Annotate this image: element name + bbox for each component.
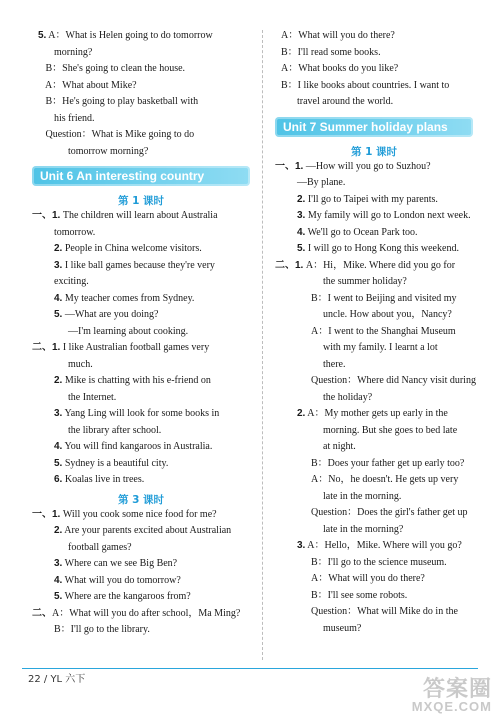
answer-line: [32, 408, 250, 425]
answer-line: [32, 624, 250, 641]
answer-line: [275, 326, 473, 343]
answer-line: [32, 558, 250, 575]
left-column: [32, 30, 250, 641]
section-marker: 一、: [32, 210, 52, 221]
answer-line: [275, 30, 473, 47]
unit-title-band: Unit 7 Summer holiday plans: [275, 117, 473, 137]
lesson-heading: 第 1 课时: [350, 145, 398, 158]
answer-line: [32, 392, 250, 409]
answer-line: [275, 623, 473, 640]
answer-text: A：What will you do after school，Ma Ming?: [52, 607, 241, 619]
answer-line: [32, 342, 250, 359]
answer-text: B：She's going to clean the house.: [38, 63, 186, 74]
answer-line: [32, 30, 250, 47]
answer-text: A：No，he doesn't. He gets up very: [311, 474, 459, 485]
answer-text: museum?: [323, 622, 362, 634]
answer-text: morning. But she goes to bed late: [323, 424, 458, 436]
answer-text: there.: [323, 358, 346, 370]
answer-text: B：I like books about countries. I want to: [281, 79, 450, 91]
answer-line: [275, 590, 473, 607]
answer-text: A：Hello，Mike. Where will you go?: [305, 540, 462, 551]
answer-line: [32, 608, 250, 625]
answer-line: [275, 524, 473, 541]
section-marker: 二、: [32, 342, 52, 353]
answer-line: [32, 113, 250, 130]
item-number: 2.: [54, 243, 63, 254]
answer-text: You will find kangaroos in Australia.: [62, 441, 213, 452]
answer-text: We'll go to Ocean Park too.: [305, 226, 418, 238]
answer-line: [32, 309, 250, 326]
answer-text: tomorrow.: [54, 226, 96, 238]
answer-text: A：What books do you like?: [281, 63, 399, 74]
answer-text: Yang Ling will look for some books in: [62, 408, 220, 419]
item-number: 4.: [54, 574, 63, 586]
answer-line: [32, 47, 250, 64]
item-number: 5.: [38, 30, 47, 41]
item-number: 2.: [54, 375, 63, 386]
answer-text: A：What about Mike?: [38, 79, 137, 91]
answer-line: [275, 342, 473, 359]
answer-text: Where are the kangaroos from?: [62, 591, 191, 602]
answer-text: Sydney is a beautiful city.: [62, 457, 169, 469]
answer-text: the Internet.: [68, 391, 117, 403]
answer-text: exciting.: [54, 276, 89, 287]
answer-line: [275, 359, 473, 376]
answer-text: A：What will you do there?: [311, 573, 425, 584]
item-number: 5.: [54, 457, 63, 469]
answer-text: Question：What will Mike do in the: [311, 606, 458, 617]
right-column: [275, 30, 476, 639]
answer-text: the holiday?: [323, 391, 373, 403]
answer-text: B：I'll go to the library.: [54, 624, 150, 635]
answer-line: [275, 161, 473, 178]
answer-text: the summer holiday?: [323, 276, 407, 287]
answer-line: [275, 392, 473, 409]
answer-text: with my family. I learnt a lot: [323, 342, 438, 353]
item-number: 2.: [54, 525, 63, 536]
page-footer: 22 / YL 六下: [28, 674, 86, 685]
answer-text: Are your parents excited about Australian: [62, 525, 232, 536]
answer-line: [32, 96, 250, 113]
answer-line: [32, 458, 250, 475]
answer-text: Will you cook some nice food for me?: [60, 508, 217, 520]
answer-line: [32, 80, 250, 97]
answer-text: A：My mother gets up early in the: [305, 408, 448, 419]
item-number: 3.: [54, 259, 63, 271]
answer-line: [32, 129, 250, 146]
answer-text: Mike is chatting with his e-friend on: [62, 375, 211, 386]
footer-rule: [22, 668, 478, 669]
answer-text: Question：Does the girl's father get up: [311, 507, 468, 518]
answer-line: [275, 47, 473, 64]
answer-text: uncle. How about you，Nancy?: [323, 309, 452, 320]
answer-line: [32, 474, 250, 491]
item-number: 1.: [295, 160, 304, 172]
answer-text: The children will learn about Australia: [60, 210, 218, 221]
lesson-heading: 第 1 课时: [117, 195, 165, 207]
answer-text: I like ball games because they're very: [62, 259, 215, 271]
section-marker: 一、: [275, 160, 295, 172]
answer-text: A：What will you do there?: [281, 30, 395, 41]
answer-text: late in the morning.: [323, 490, 402, 502]
answer-text: I like Australian football games very: [60, 342, 210, 353]
answer-text: A：Hi，Mike. Where did you go for: [303, 259, 456, 271]
section-marker: 一、: [32, 508, 52, 520]
answer-text: —What are you doing?: [62, 309, 159, 320]
item-number: 1.: [52, 210, 61, 221]
answer-line: [32, 210, 250, 227]
answer-text: Question：Where did Nancy visit during: [311, 375, 476, 386]
answer-line: [275, 80, 473, 97]
answer-text: B：He's going to play basketball with: [38, 96, 199, 107]
answer-text: What will you do tomorrow?: [62, 574, 181, 586]
column-divider: [262, 30, 263, 660]
answer-line: [275, 293, 473, 310]
answer-line: [32, 525, 250, 542]
answer-line: [275, 425, 473, 442]
answer-line: [275, 441, 473, 458]
answer-line: [275, 210, 473, 227]
answer-line: [275, 507, 473, 524]
answer-line: [32, 425, 250, 442]
answer-line: [275, 491, 473, 508]
unit-title-band: Unit 6 An interesting country: [32, 166, 250, 186]
answer-text: Koalas live in trees.: [62, 474, 145, 485]
item-number: 5.: [54, 591, 63, 602]
answer-text: I will go to Hong Kong this weekend.: [305, 243, 459, 254]
item-number: 4.: [54, 441, 63, 452]
item-number: 1.: [52, 508, 61, 520]
answer-text: I'll go to Taipei with my parents.: [305, 193, 438, 205]
answer-line: [32, 63, 250, 80]
answer-text: B：I'll go to the science museum.: [311, 556, 447, 568]
answer-text: —I'm learning about cooking.: [68, 325, 189, 337]
answer-line: [275, 276, 473, 293]
answer-text: B：I'll see some robots.: [311, 589, 408, 601]
answer-line: [275, 474, 473, 491]
answer-text: B：I went to Beijing and visited my: [311, 292, 457, 304]
item-number: 6.: [54, 474, 63, 485]
answer-line: [32, 509, 250, 526]
section-marker: 二、: [32, 607, 52, 619]
answer-line: [32, 441, 250, 458]
answer-line: [32, 359, 250, 376]
answer-line: [275, 177, 473, 194]
item-number: 3.: [297, 210, 306, 221]
answer-text: morning?: [54, 46, 93, 58]
answer-line: [32, 326, 250, 343]
watermark-bottom: MXQE.COM: [411, 698, 492, 714]
answer-text: late in the morning?: [323, 523, 404, 535]
answer-text: tomorrow morning?: [68, 145, 149, 157]
answer-line: [275, 309, 473, 326]
answer-line: [275, 458, 473, 475]
item-number: 5.: [297, 243, 306, 254]
watermark-logo: [400, 675, 492, 715]
answer-text: —By plane.: [297, 177, 346, 188]
answer-line: [275, 260, 473, 277]
answer-text: A：What is Helen going to do tomorrow: [46, 30, 213, 41]
answer-text: the library after school.: [68, 424, 162, 436]
answer-text: B：I'll read some books.: [281, 46, 381, 58]
answer-text: My teacher comes from Sydney.: [62, 292, 195, 304]
answer-line: [32, 293, 250, 310]
answer-line: [275, 194, 473, 211]
lesson-heading: 第 3 课时: [117, 493, 165, 506]
answer-line: [275, 227, 473, 244]
answer-line: [275, 63, 473, 80]
answer-line: [32, 227, 250, 244]
watermark-top: 答案圈: [422, 676, 492, 701]
answer-line: [32, 542, 250, 559]
answer-text: A：I went to the Shanghai Museum: [311, 325, 456, 337]
item-number: 4.: [54, 292, 63, 304]
item-number: 3.: [297, 540, 306, 551]
answer-line: [32, 591, 250, 608]
answer-text: his friend.: [54, 112, 95, 124]
answer-text: Where can we see Big Ben?: [62, 558, 178, 569]
answer-line: [275, 557, 473, 574]
answer-line: [275, 573, 473, 590]
answer-line: [32, 260, 250, 277]
item-number: 3.: [54, 408, 63, 419]
answer-text: Question：What is Mike going to do: [38, 129, 195, 140]
item-number: 2.: [297, 193, 306, 205]
answer-line: [32, 146, 250, 163]
answer-text: B：Does your father get up early too?: [311, 457, 465, 469]
answer-line: [32, 575, 250, 592]
answer-text: football games?: [68, 541, 132, 553]
answer-text: —How will you go to Suzhou?: [303, 160, 431, 172]
answer-text: travel around the world.: [297, 96, 394, 107]
answer-line: [275, 606, 473, 623]
item-number: 1.: [52, 342, 61, 353]
item-number: 1.: [295, 259, 304, 271]
answer-line: [275, 540, 473, 557]
section-marker: 二、: [275, 259, 295, 271]
answer-text: My family will go to London next week.: [305, 210, 471, 221]
answer-line: [275, 243, 473, 260]
answer-line: [32, 243, 250, 260]
answer-text: People in China welcome visitors.: [62, 243, 202, 254]
item-number: 4.: [297, 226, 306, 238]
answer-line: [32, 276, 250, 293]
answer-line: [275, 408, 473, 425]
item-number: 2.: [297, 408, 306, 419]
answer-line: [32, 375, 250, 392]
item-number: 3.: [54, 558, 63, 569]
answer-text: much.: [68, 358, 93, 370]
answer-text: at night.: [323, 441, 356, 452]
answer-line: [275, 96, 473, 113]
answer-line: [275, 375, 476, 392]
item-number: 5.: [54, 309, 63, 320]
